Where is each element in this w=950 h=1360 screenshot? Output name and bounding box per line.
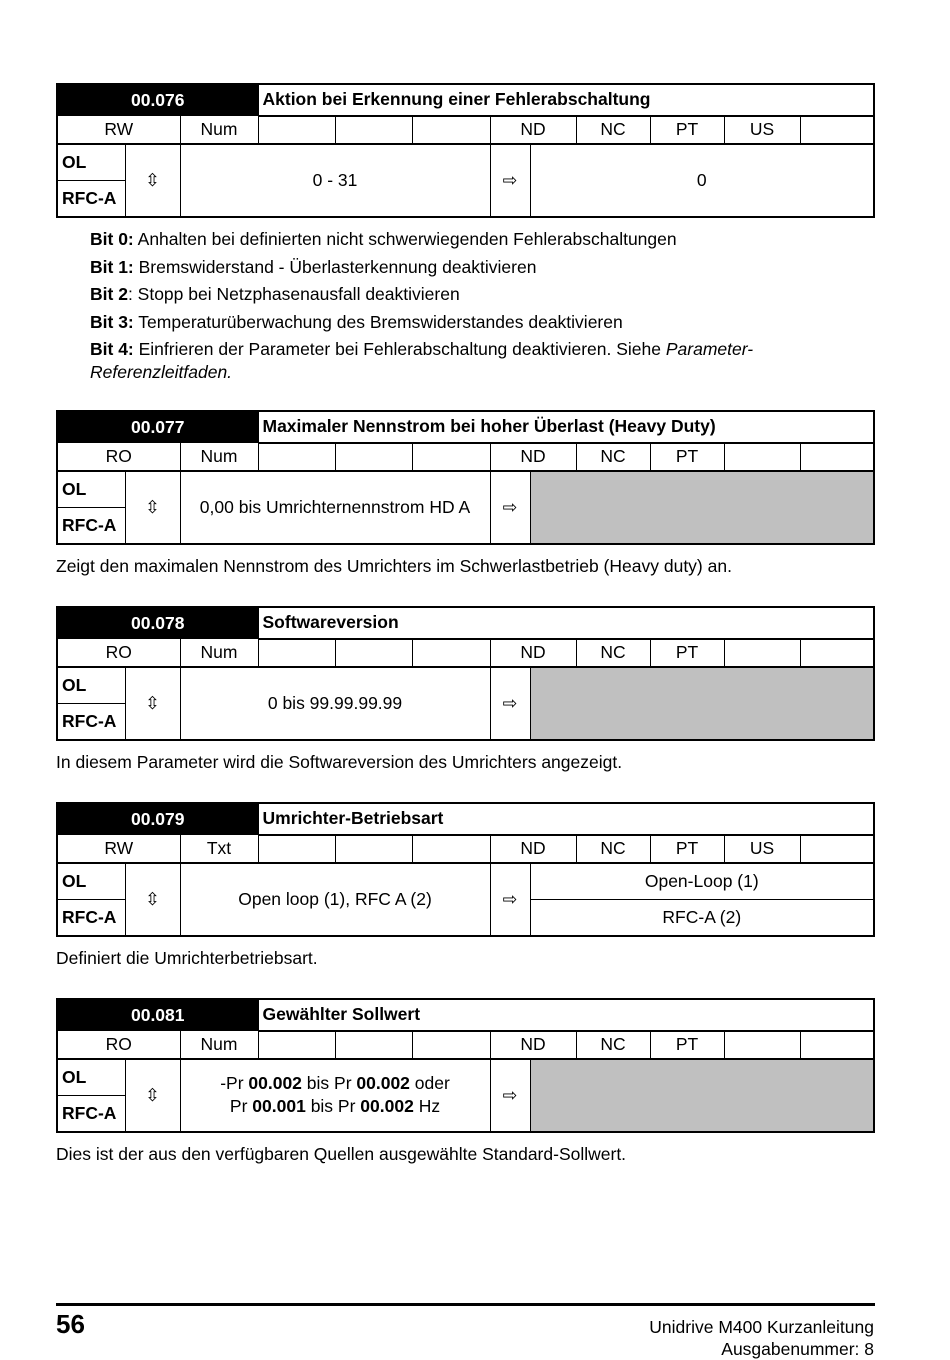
flag-cell: RO <box>57 443 180 471</box>
flag-cell: NC <box>576 116 650 144</box>
param-range: 0,00 bis Umrichternennstrom HD A <box>180 471 490 544</box>
flag-cell <box>335 116 412 144</box>
reference-link: Parameter-Referenzleitfaden <box>90 339 754 382</box>
range-text: bis Pr <box>301 1073 357 1093</box>
range-text: oder <box>409 1073 450 1093</box>
param-description: Definiert die Umrichterbetriebsart. <box>56 948 318 968</box>
default-arrow-icon: ⇨ <box>490 471 530 544</box>
footer-info <box>649 1316 874 1360</box>
mode-label-rfc-a: RFC-A <box>57 1095 125 1132</box>
flag-cell <box>258 639 335 667</box>
flag-cell: Num <box>180 639 258 667</box>
mode-label-ol: OL <box>57 863 125 900</box>
range-text: Hz <box>413 1096 441 1116</box>
param-range <box>180 1059 490 1132</box>
flag-cell: PT <box>650 835 724 863</box>
param-number: 00.079 <box>57 803 258 835</box>
flag-cell <box>412 116 490 144</box>
param-block-00-077 <box>56 410 875 545</box>
range-text: bis Pr <box>305 1096 361 1116</box>
bit-text: Anhalten bei definierten nicht schwerwiegenden Fehlerabschaltungen <box>133 229 677 249</box>
footer-rule <box>56 1303 875 1306</box>
flag-cell: PT <box>650 116 724 144</box>
flag-cell: RW <box>57 116 180 144</box>
flag-cell: Num <box>180 1031 258 1059</box>
mode-label-ol: OL <box>57 667 125 704</box>
param-number: 00.076 <box>57 84 258 116</box>
param-ref: 00.002 <box>360 1096 414 1116</box>
param-range: 0 - 31 <box>180 144 490 217</box>
flag-cell <box>258 835 335 863</box>
flag-cell: ND <box>490 1031 576 1059</box>
flag-cell <box>724 443 800 471</box>
flag-cell: PT <box>650 639 724 667</box>
param-default-empty <box>530 667 874 740</box>
default-arrow-icon: ⇨ <box>490 1059 530 1132</box>
flag-cell: ND <box>490 639 576 667</box>
mode-label-rfc-a: RFC-A <box>57 507 125 544</box>
param-block-00-078 <box>56 606 875 741</box>
issue-number: Ausgabenummer: 8 <box>721 1339 874 1359</box>
bit-label: Bit 2 <box>90 284 128 304</box>
flag-cell: Num <box>180 443 258 471</box>
range-text: Pr <box>229 1096 253 1116</box>
flag-cell: NC <box>576 835 650 863</box>
param-block-00-081 <box>56 998 875 1133</box>
flag-cell: RO <box>57 1031 180 1059</box>
bit-text: Einfrieren der Parameter bei Fehlerabschaltung deaktivieren. Siehe <box>133 339 666 359</box>
mode-label-ol: OL <box>57 1059 125 1096</box>
bit-list <box>90 226 810 384</box>
flag-cell <box>800 835 874 863</box>
param-ref: 00.001 <box>252 1096 306 1116</box>
flag-cell: NC <box>576 443 650 471</box>
flag-cell: RO <box>57 639 180 667</box>
bit-item <box>90 254 810 282</box>
param-range: Open loop (1), RFC A (2) <box>180 863 490 936</box>
flag-cell: NC <box>576 1031 650 1059</box>
bit-label: Bit 0: <box>90 229 134 249</box>
bit-tail: . <box>227 362 233 382</box>
bit-item <box>90 281 810 309</box>
mode-label-rfc-a: RFC-A <box>57 180 125 217</box>
mode-label-ol: OL <box>57 144 125 181</box>
flag-cell <box>258 116 335 144</box>
bidirectional-arrow-icon: ⇳ <box>125 1059 180 1132</box>
param-title: Aktion bei Erkennung einer Fehlerabschaltung <box>258 84 874 116</box>
param-default-rfc-a: RFC-A (2) <box>530 899 874 936</box>
flag-cell <box>412 443 490 471</box>
bidirectional-arrow-icon: ⇳ <box>125 863 180 936</box>
flag-cell <box>412 639 490 667</box>
default-arrow-icon: ⇨ <box>490 144 530 217</box>
bidirectional-arrow-icon: ⇳ <box>125 471 180 544</box>
flag-cell <box>335 835 412 863</box>
flag-cell: NC <box>576 639 650 667</box>
default-arrow-icon: ⇨ <box>490 667 530 740</box>
param-description: In diesem Parameter wird die Softwareversion des Umrichters angezeigt. <box>56 752 623 772</box>
param-description: Zeigt den maximalen Nennstrom des Umrichters im Schwerlastbetrieb (Heavy duty) an. <box>56 556 732 576</box>
param-ref: 00.002 <box>248 1073 302 1093</box>
bit-item <box>90 338 810 384</box>
flag-cell: Txt <box>180 835 258 863</box>
param-range: 0 bis 99.99.99.99 <box>180 667 490 740</box>
param-default: 0 <box>530 144 874 217</box>
param-default-empty <box>530 1059 874 1132</box>
flag-cell <box>724 639 800 667</box>
param-default-empty <box>530 471 874 544</box>
param-ref: 00.002 <box>356 1073 410 1093</box>
flag-cell <box>412 835 490 863</box>
mode-label-rfc-a: RFC-A <box>57 899 125 936</box>
flag-cell: US <box>724 835 800 863</box>
bit-text: Bremswiderstand - Überlasterkennung deaktivieren <box>133 256 537 277</box>
param-title: Umrichter-Betriebsart <box>258 803 874 835</box>
bit-item <box>90 226 810 254</box>
param-block-00-076 <box>56 83 875 218</box>
flag-cell <box>258 443 335 471</box>
flag-cell: PT <box>650 443 724 471</box>
bit-text: Temperaturüberwachung des Bremswiderstandes deaktivieren <box>133 311 623 332</box>
bidirectional-arrow-icon: ⇳ <box>125 144 180 217</box>
mode-label-rfc-a: RFC-A <box>57 703 125 740</box>
doc-title: Unidrive M400 Kurzanleitung <box>649 1317 874 1337</box>
param-default-ol: Open-Loop (1) <box>530 863 874 900</box>
range-text: -Pr <box>220 1073 249 1093</box>
flag-cell <box>258 1031 335 1059</box>
param-number: 00.081 <box>57 999 258 1031</box>
flag-cell: RW <box>57 835 180 863</box>
param-number: 00.077 <box>57 411 258 443</box>
param-block-00-079 <box>56 802 875 937</box>
bit-label: Bit 1: <box>90 256 134 277</box>
flag-cell: Num <box>180 116 258 144</box>
flag-cell: ND <box>490 835 576 863</box>
flag-cell: US <box>724 116 800 144</box>
flag-cell <box>335 443 412 471</box>
flag-cell <box>412 1031 490 1059</box>
param-title: Gewählter Sollwert <box>258 999 874 1031</box>
flag-cell: PT <box>650 1031 724 1059</box>
flag-cell: ND <box>490 116 576 144</box>
param-number: 00.078 <box>57 607 258 639</box>
bit-label: Bit 4: <box>90 339 134 359</box>
flag-cell <box>724 1031 800 1059</box>
mode-label-ol: OL <box>57 471 125 508</box>
flag-cell <box>800 1031 874 1059</box>
flag-cell <box>335 639 412 667</box>
flag-cell <box>800 116 874 144</box>
default-arrow-icon: ⇨ <box>490 863 530 936</box>
bidirectional-arrow-icon: ⇳ <box>125 667 180 740</box>
page-number: 56 <box>56 1309 85 1339</box>
flag-cell <box>800 443 874 471</box>
flag-cell <box>335 1031 412 1059</box>
bit-text: : Stopp bei Netzphasenausfall deaktivieren <box>127 284 460 304</box>
flag-cell <box>800 639 874 667</box>
param-description: Dies ist der aus den verfügbaren Quellen ausgewählte Standard-Sollwert. <box>56 1144 627 1164</box>
param-title: Maximaler Nennstrom bei hoher Überlast (Heavy Duty) <box>258 411 874 443</box>
flag-cell: ND <box>490 443 576 471</box>
param-title: Softwareversion <box>258 607 874 639</box>
bit-item <box>90 309 810 337</box>
bit-label: Bit 3: <box>90 311 134 332</box>
